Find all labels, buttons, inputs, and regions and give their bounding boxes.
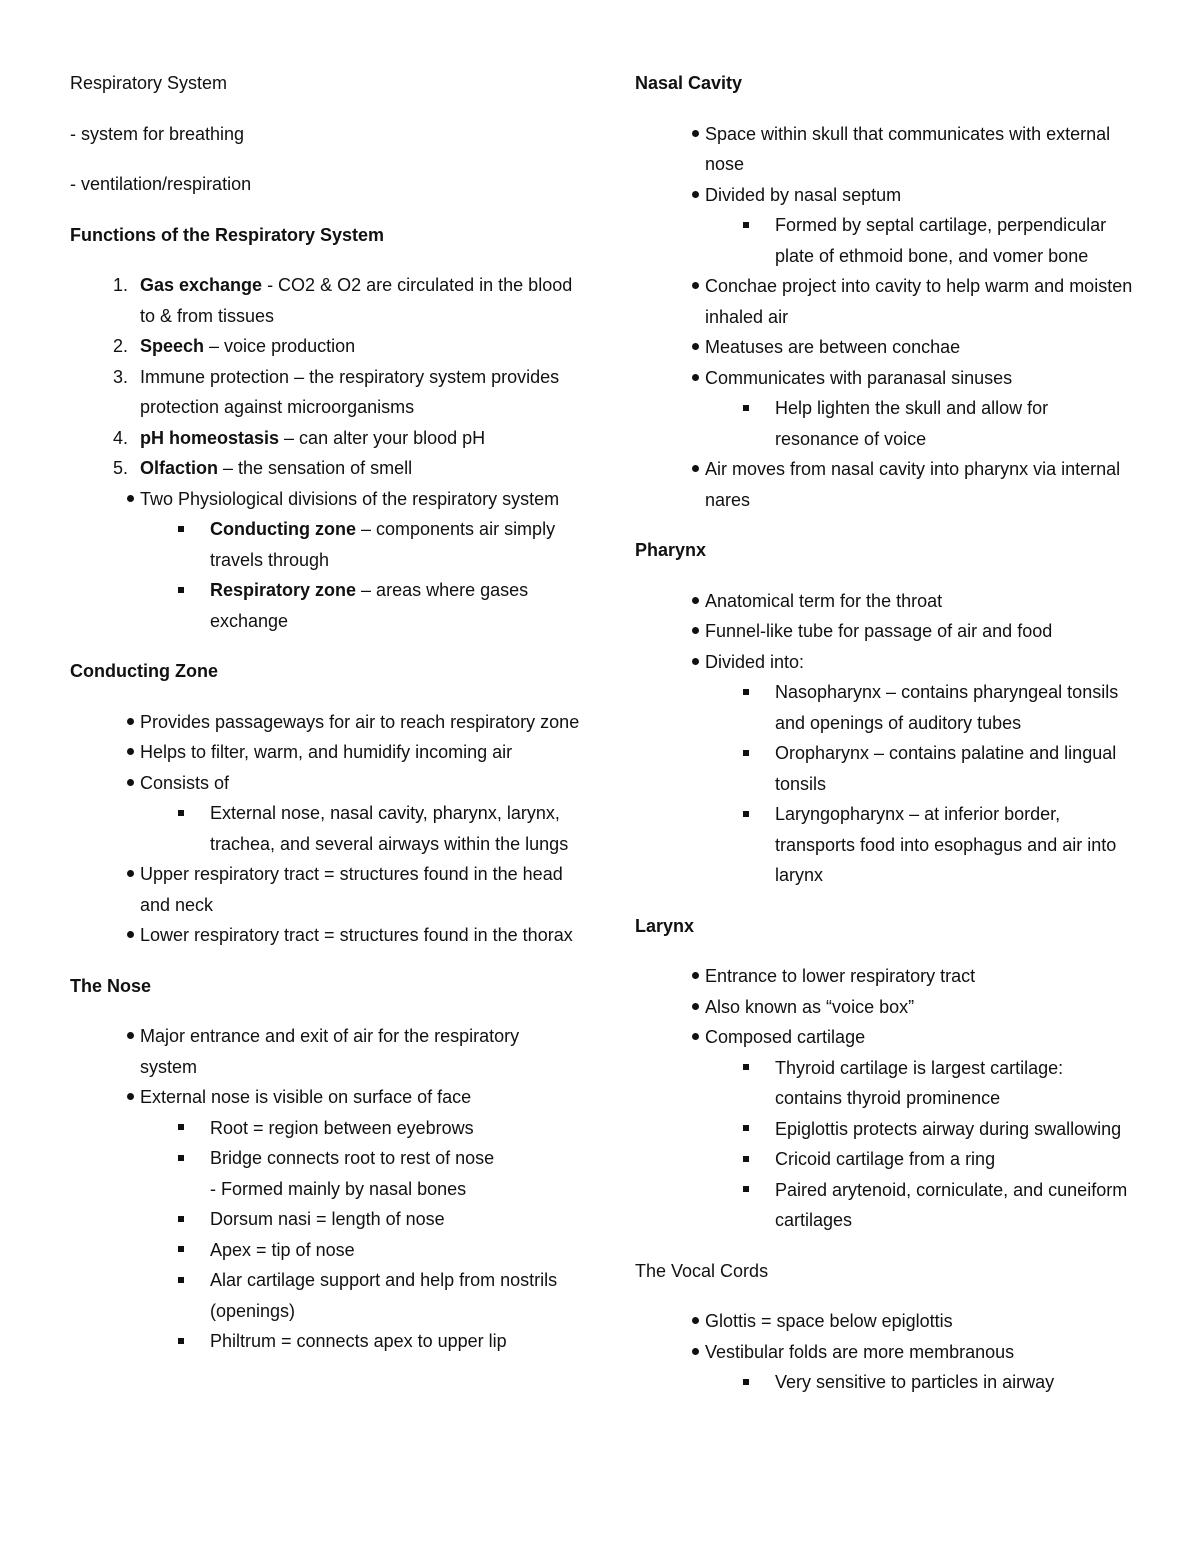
item-text: Formed by septal cartilage, perpendicular plate of ethmoid bone, and vomer bone xyxy=(775,215,1107,266)
term: Gas exchange xyxy=(140,275,263,295)
item-text: Apex = tip of nose xyxy=(210,1239,355,1260)
bullet-icon xyxy=(104,1082,134,1113)
item-text: – voice production xyxy=(204,336,356,356)
list-number: 5. xyxy=(112,458,128,478)
nose-heading: The Nose xyxy=(70,975,152,996)
list-item xyxy=(635,454,1135,515)
item-text: Dorsum nasi = length of nose xyxy=(210,1209,445,1229)
sub-item xyxy=(70,514,580,575)
bullet-icon xyxy=(669,271,699,302)
square-bullet-icon xyxy=(743,393,749,424)
sub-item xyxy=(635,393,1135,454)
sub-item xyxy=(70,1326,580,1357)
list-item xyxy=(70,707,580,738)
right-column xyxy=(635,68,1135,1398)
item-text: Very sensitive to particles in airway xyxy=(775,1372,1055,1392)
list-item xyxy=(70,1082,580,1113)
bullet-icon xyxy=(104,484,134,515)
square-bullet-icon xyxy=(743,738,749,769)
larynx-heading: Larynx xyxy=(635,915,695,936)
sub-item xyxy=(70,798,580,859)
sub-item xyxy=(70,575,580,636)
function-item xyxy=(70,453,580,484)
sub-item xyxy=(70,1204,580,1235)
item-text: Communicates with paranasal sinuses xyxy=(705,367,1013,388)
item-text: – areas where gases exchange xyxy=(210,580,529,631)
term: Conducting zone xyxy=(210,519,356,539)
square-bullet-icon xyxy=(178,575,184,606)
square-bullet-icon xyxy=(743,799,749,830)
sub-item xyxy=(635,1144,1135,1175)
item-text: Helps to filter, warm, and humidify incoming air xyxy=(140,742,513,762)
sub-item xyxy=(70,1113,580,1144)
list-item xyxy=(635,1306,1135,1337)
bullet-icon xyxy=(669,992,699,1023)
bullet-icon xyxy=(669,180,699,211)
item-text: Anatomical term for the throat xyxy=(705,590,943,611)
square-bullet-icon xyxy=(178,1113,184,1144)
bullet-icon xyxy=(669,586,699,617)
sub-item xyxy=(635,738,1135,799)
bullet-icon xyxy=(104,737,134,768)
item-text: Immune protection – the respiratory system provides protection against microorganisms xyxy=(140,366,560,417)
item-text: Cricoid cartilage from a ring xyxy=(775,1149,996,1169)
nasal-cavity-heading: Nasal Cavity xyxy=(635,73,743,93)
bullet-icon xyxy=(669,961,699,992)
item-text: Glottis = space below epiglottis xyxy=(705,1311,953,1331)
function-item xyxy=(70,331,580,362)
conducting-zone-heading: Conducting Zone xyxy=(70,661,218,681)
term: pH homeostasis xyxy=(140,427,280,448)
square-bullet-icon xyxy=(178,798,184,829)
item-text: Divided by nasal septum xyxy=(705,184,902,205)
list-item xyxy=(70,768,580,799)
list-item xyxy=(635,363,1135,394)
square-bullet-icon xyxy=(178,1143,184,1174)
bullet-icon xyxy=(669,1337,699,1368)
sub-item xyxy=(635,1053,1135,1114)
item-text: Lower respiratory tract = structures found in the thorax xyxy=(140,925,573,945)
term: Speech xyxy=(140,336,205,356)
square-bullet-icon xyxy=(743,1367,749,1398)
item-text: Bridge connects root to rest of nose xyxy=(210,1148,495,1168)
list-item xyxy=(635,1337,1135,1368)
item-text: External nose is visible on surface of face xyxy=(140,1087,472,1107)
list-item xyxy=(635,180,1135,211)
list-item xyxy=(635,332,1135,363)
square-bullet-icon xyxy=(743,1053,749,1084)
sub-item xyxy=(635,677,1135,738)
list-item xyxy=(635,992,1135,1023)
list-number: 3. xyxy=(112,366,128,387)
bullet-icon xyxy=(104,920,134,951)
list-item xyxy=(70,737,580,768)
sub-item xyxy=(635,799,1135,891)
list-item xyxy=(70,1021,580,1082)
sub-item xyxy=(70,1235,580,1266)
square-bullet-icon xyxy=(743,1144,749,1175)
bullet-icon xyxy=(669,332,699,363)
list-item xyxy=(635,271,1135,332)
bullet-icon xyxy=(669,454,699,485)
item-text: Alar cartilage support and help from nostrils (openings) xyxy=(210,1270,558,1321)
item-text: Epiglottis protects airway during swallowing xyxy=(775,1118,1122,1139)
list-item xyxy=(635,119,1135,180)
item-text: – components air simply travels through xyxy=(210,519,556,570)
bullet-icon xyxy=(669,647,699,678)
square-bullet-icon xyxy=(178,1326,184,1357)
bullet-icon xyxy=(669,1306,699,1337)
item-text: Air moves from nasal cavity into pharynx via internal nares xyxy=(705,459,1121,510)
item-text: External nose, nasal cavity, pharynx, larynx, trachea, and several airways within the lungs xyxy=(210,803,569,854)
item-note: - Formed mainly by nasal bones xyxy=(210,1178,467,1199)
doc-title: Respiratory System xyxy=(70,73,228,93)
list-number: 4. xyxy=(112,427,128,448)
item-text: Oropharynx – contains palatine and lingual tonsils xyxy=(775,743,1117,794)
list-item xyxy=(635,586,1135,617)
item-text: Space within skull that communicates with external nose xyxy=(705,123,1111,174)
bullet-icon xyxy=(104,859,134,890)
term: Respiratory zone xyxy=(210,580,357,600)
item-text: Major entrance and exit of air for the respiratory system xyxy=(140,1026,520,1077)
item-text: Thyroid cartilage is largest cartilage: contains thyroid prominence xyxy=(775,1057,1064,1108)
square-bullet-icon xyxy=(178,1204,184,1235)
item-text: Also known as “voice box” xyxy=(705,996,915,1017)
definition-2: - ventilation/respiration xyxy=(70,174,252,194)
item-text: – the sensation of smell xyxy=(218,458,413,478)
square-bullet-icon xyxy=(178,514,184,545)
square-bullet-icon xyxy=(743,210,749,241)
left-column xyxy=(70,68,580,1357)
list-item xyxy=(70,920,580,951)
function-item xyxy=(70,270,580,331)
list-item xyxy=(635,961,1135,992)
bullet-icon xyxy=(104,707,134,738)
item-text: Composed cartilage xyxy=(705,1027,866,1047)
function-item xyxy=(70,423,580,454)
item-text: Provides passageways for air to reach respiratory zone xyxy=(140,711,580,732)
square-bullet-icon xyxy=(178,1265,184,1296)
sub-item xyxy=(635,1367,1135,1398)
list-item xyxy=(635,616,1135,647)
item-text: Meatuses are between conchae xyxy=(705,337,961,357)
pharynx-heading: Pharynx xyxy=(635,540,707,560)
item-text: Two Physiological divisions of the respiratory system xyxy=(140,488,560,509)
functions-heading: Functions of the Respiratory System xyxy=(70,224,385,245)
item-text: Paired arytenoid, corniculate, and cuneiform cartilages xyxy=(775,1179,1128,1230)
vocal-cords-heading: The Vocal Cords xyxy=(635,1260,769,1281)
square-bullet-icon xyxy=(743,677,749,708)
bullet-icon xyxy=(669,363,699,394)
square-bullet-icon xyxy=(743,1175,749,1206)
sub-item xyxy=(635,210,1135,271)
list-number: 2. xyxy=(112,336,128,356)
item-text: Funnel-like tube for passage of air and food xyxy=(705,621,1053,641)
list-item xyxy=(70,484,580,515)
bullet-icon xyxy=(669,1022,699,1053)
bullet-icon xyxy=(104,768,134,799)
list-item xyxy=(635,1022,1135,1053)
item-text: – can alter your blood pH xyxy=(279,427,486,448)
item-text: Help lighten the skull and allow for resonance of voice xyxy=(775,398,1049,449)
item-text: Entrance to lower respiratory tract xyxy=(705,966,976,986)
item-text: Conchae project into cavity to help warm and moisten inhaled air xyxy=(705,276,1133,327)
sub-item xyxy=(635,1175,1135,1236)
list-item xyxy=(70,859,580,920)
item-text: Nasopharynx – contains pharyngeal tonsils and openings of auditory tubes xyxy=(775,682,1119,733)
sub-item xyxy=(70,1143,580,1204)
square-bullet-icon xyxy=(743,1114,749,1145)
sub-item xyxy=(70,1265,580,1326)
item-text: Consists of xyxy=(140,772,230,793)
bullet-icon xyxy=(669,616,699,647)
list-item xyxy=(635,647,1135,678)
bullet-icon xyxy=(669,119,699,150)
function-item xyxy=(70,362,580,423)
item-text: Root = region between eyebrows xyxy=(210,1117,474,1138)
bullet-icon xyxy=(104,1021,134,1052)
item-text: Philtrum = connects apex to upper lip xyxy=(210,1331,507,1351)
item-text: Upper respiratory tract = structures found in the head and neck xyxy=(140,864,563,915)
term: Olfaction xyxy=(140,458,219,478)
list-number: 1. xyxy=(112,275,128,295)
item-text: Divided into: xyxy=(705,651,805,672)
square-bullet-icon xyxy=(178,1235,184,1266)
item-text: - CO2 & O2 are circulated in the blood to & from tissues xyxy=(140,275,573,326)
definition-1: - system for breathing xyxy=(70,123,245,144)
item-text: Vestibular folds are more membranous xyxy=(705,1341,1015,1362)
sub-item xyxy=(635,1114,1135,1145)
item-text: Laryngopharynx – at inferior border, transports food into esophagus and air into larynx xyxy=(775,804,1117,885)
